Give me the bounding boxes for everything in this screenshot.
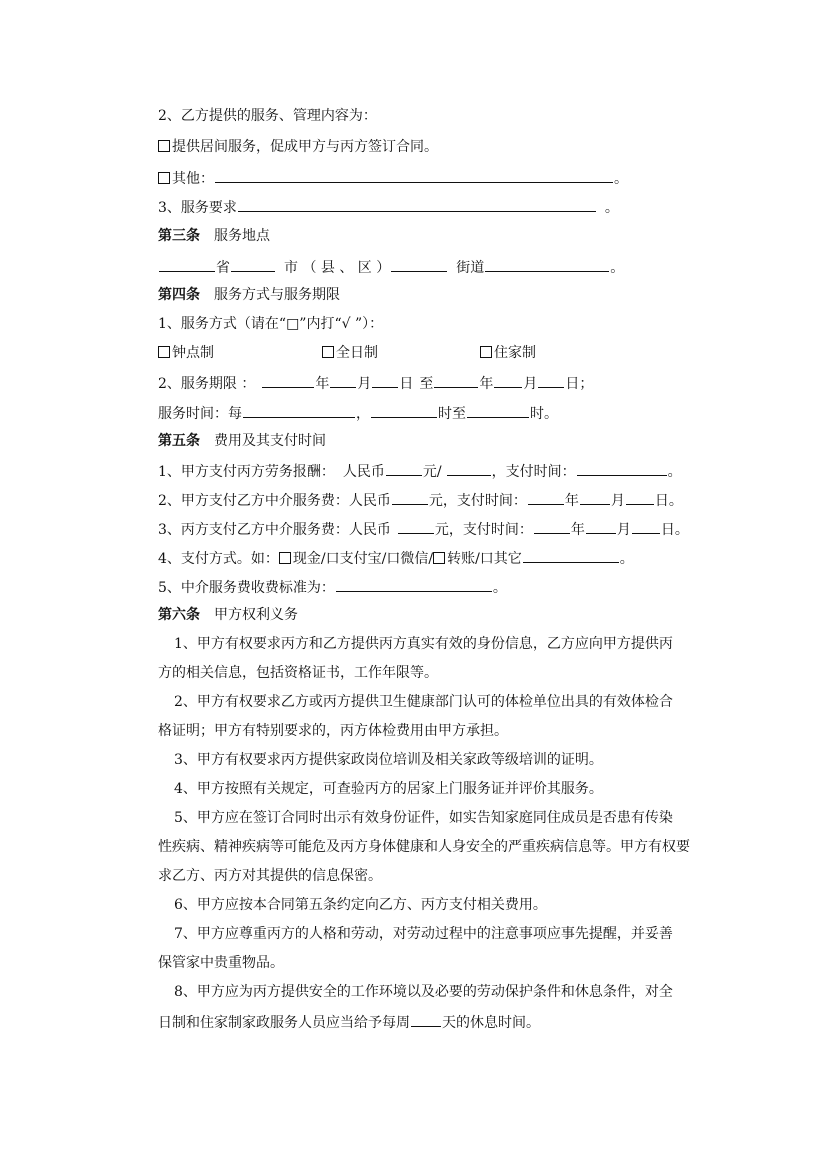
county-field[interactable] <box>391 257 447 272</box>
checkbox-other[interactable] <box>158 172 170 184</box>
a6-clause-1-line-1: 1、甲方有权要求丙方和乙方提供丙方真实有效的身份信息，乙方应向甲方提供丙 <box>174 636 673 652</box>
party-c-fee-year-field[interactable] <box>534 519 570 534</box>
end-year-field[interactable] <box>434 373 478 388</box>
party-a-fee-year-field[interactable] <box>528 490 564 505</box>
a6-clause-5-line-3: 求乙方、丙方对其提供的信息保密。 <box>158 868 382 884</box>
service-content-heading: 2、乙方提供的服务、管理内容为： <box>158 108 377 124</box>
labor-fee-line: 1、甲方支付丙方劳务报酬： 人民币 元/ ，支付时间： 。 <box>158 461 682 481</box>
party-a-fee-month-field[interactable] <box>580 490 610 505</box>
a6-clause-5-line-1: 5、甲方应在签订合同时出示有效身份证件，如实告知家庭同住成员是否患有传染 <box>174 810 673 826</box>
service-time-period-field[interactable] <box>243 403 355 418</box>
a6-clause-5-line-2: 性疾病、精神疾病等可能危及丙方身体健康和人身安全的严重疾病信息等。甲方有权要 <box>158 839 690 855</box>
payment-other-field[interactable] <box>523 548 619 563</box>
party-a-fee-day-field[interactable] <box>626 490 654 505</box>
a6-clause-4: 4、甲方按照有关规定，可查验丙方的居家上门服务证并评价其服务。 <box>174 781 603 797</box>
checkbox-hourly[interactable] <box>158 346 170 358</box>
article-4-heading: 第四条 服务方式与服务期限 <box>158 287 340 303</box>
party-c-fee-month-field[interactable] <box>586 519 616 534</box>
service-requirements: 3、服务要求 。 <box>158 197 619 217</box>
checkbox-brokerage[interactable] <box>158 140 170 152</box>
service-requirements-field[interactable] <box>238 197 596 212</box>
service-mode-options: 钟点制 全日制 住家制 <box>158 344 536 362</box>
province-field[interactable] <box>159 257 215 272</box>
end-day-field[interactable] <box>538 373 564 388</box>
fee-standard-field[interactable] <box>336 577 492 592</box>
article-3-heading: 第三条 服务地点 <box>158 228 270 244</box>
party-a-fee-amount-field[interactable] <box>392 490 428 505</box>
a6-clause-7-line-2: 保管家中贵重物品。 <box>158 955 284 971</box>
a6-clause-8-line-2: 日制和住家制家政服务人员应当给予每周 天的休息时间。 <box>158 1012 540 1032</box>
a6-clause-6: 6、甲方应按本合同第五条约定向乙方、丙方支付相关费用。 <box>174 897 547 913</box>
other-service-field[interactable] <box>215 168 613 183</box>
service-address-line: 省 市 （ 县 、 区 ） 街道 。 <box>158 257 624 277</box>
service-time-end-field[interactable] <box>467 403 529 418</box>
a6-clause-3: 3、甲方有权要求丙方提供家政岗位培训及相关家政等级培训的证明。 <box>174 752 603 768</box>
weekly-rest-days-field[interactable] <box>411 1012 441 1027</box>
party-c-fee-amount-field[interactable] <box>398 519 434 534</box>
article-5-heading: 第五条 费用及其支付时间 <box>158 433 326 449</box>
start-month-field[interactable] <box>330 373 356 388</box>
city-field[interactable] <box>231 257 275 272</box>
a6-clause-2-line-2: 格证明；甲方有特别要求的，丙方体检费用由甲方承担。 <box>158 723 508 739</box>
party-a-agency-fee-line: 2、甲方支付乙方中介服务费：人民币 元，支付时间： 年 月 日。 <box>158 490 683 510</box>
service-mode-instruction: 1、服务方式（请在“□”内打“√ ”）： <box>158 316 384 332</box>
payment-method-line: 4、支付方式。如： 现金/口支付宝/口微信/ 转账/口其它 。 <box>158 548 634 568</box>
checkbox-live-in[interactable] <box>480 346 492 358</box>
checkbox-transfer[interactable] <box>433 552 445 564</box>
fee-standard-line: 5、中介服务费收费标准为： 。 <box>158 577 507 597</box>
service-option-brokerage: 提供居间服务，促成甲方与丙方签订合同。 <box>158 138 438 156</box>
a6-clause-8-line-1: 8、甲方应为丙方提供安全的工作环境以及必要的劳动保护条件和休息条件，对全 <box>174 984 673 1000</box>
service-option-other: 其他： 。 <box>158 168 628 188</box>
article-6-heading: 第六条 甲方权利义务 <box>158 607 298 623</box>
checkbox-full-day[interactable] <box>322 346 334 358</box>
street-field[interactable] <box>485 257 609 272</box>
service-time-start-field[interactable] <box>371 403 437 418</box>
start-day-field[interactable] <box>372 373 398 388</box>
checkbox-cash[interactable] <box>279 552 291 564</box>
a6-clause-1-line-2: 方的相关信息，包括资格证书，工作年限等。 <box>158 665 438 681</box>
labor-fee-paytime-field[interactable] <box>577 461 667 476</box>
start-year-field[interactable] <box>262 373 314 388</box>
labor-fee-unit-field[interactable] <box>447 461 491 476</box>
a6-clause-2-line-1: 2、甲方有权要求乙方或丙方提供卫生健康部门认可的体检单位出具的有效体检合 <box>174 694 673 710</box>
party-c-fee-day-field[interactable] <box>632 519 660 534</box>
end-month-field[interactable] <box>494 373 522 388</box>
labor-fee-amount-field[interactable] <box>386 461 422 476</box>
service-period-line: 2、服务期限 ： 年 月 日 至 年 月 日； <box>158 373 593 393</box>
party-c-agency-fee-line: 3、丙方支付乙方中介服务费：人民币 元，支付时间： 年 月 日。 <box>158 519 689 539</box>
service-time-line: 服务时间：每 ， 时至 时。 <box>158 403 558 423</box>
a6-clause-7-line-1: 7、甲方应尊重丙方的人格和劳动，对劳动过程中的注意事项应事先提醒，并妥善 <box>174 926 673 942</box>
